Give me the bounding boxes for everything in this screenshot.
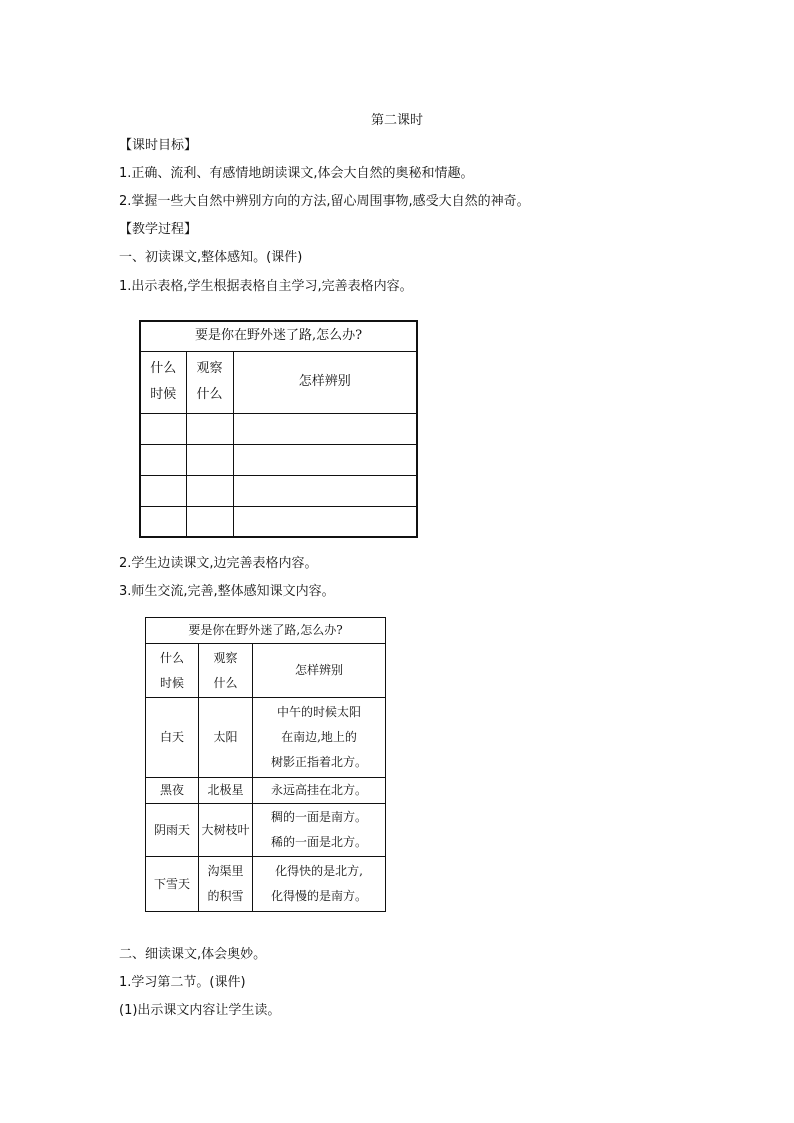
objective-2: 2.掌握一些大自然中辨别方向的方法,留心周围事物,感受大自然的神奇。 <box>119 194 530 209</box>
blank-table <box>139 320 418 538</box>
table-row <box>140 413 417 444</box>
table2-header-when: 什么 时候 <box>146 644 199 698</box>
table-row: 黑夜 北极星 永远高挂在北方。 <box>146 778 386 804</box>
step-1: 1.出示表格,学生根据表格自主学习,完善表格内容。 <box>119 279 413 294</box>
page-title: 第二课时 <box>370 113 423 128</box>
table2-header-what: 观察 什么 <box>199 644 253 698</box>
table-row: 下雪天 沟渠里 的积雪 化得快的是北方, 化得慢的是南方。 <box>146 857 386 912</box>
table-row: 阴雨天 大树枝叶 稠的一面是南方。 稀的一面是北方。 <box>146 804 386 857</box>
table1-caption: 要是你在野外迷了路,怎么办? <box>140 321 417 351</box>
objectives-heading: 【课时目标】 <box>119 138 198 153</box>
table2-header-how: 怎样辨别 <box>253 644 386 698</box>
table-row: 白天 太阳 中午的时候太阳 在南边,地上的 树影正指着北方。 <box>146 698 386 778</box>
table1-header-when: 什么 时候 <box>140 351 186 413</box>
table-row <box>140 475 417 506</box>
objective-1: 1.正确、流利、有感情地朗读课文,体会大自然的奥秘和情趣。 <box>119 166 474 181</box>
step-4: 1.学习第二节。(课件) <box>119 975 246 990</box>
table-row <box>140 444 417 475</box>
table1-header-what: 观察 什么 <box>186 351 233 413</box>
table1-header-how: 怎样辨别 <box>233 351 417 413</box>
process-heading: 【教学过程】 <box>119 222 198 237</box>
section-1-heading: 一、初读课文,整体感知。(课件) <box>119 250 303 265</box>
step-5: (1)出示课文内容让学生读。 <box>119 1003 281 1018</box>
step-2: 2.学生边读课文,边完善表格内容。 <box>119 556 318 571</box>
table-row <box>140 506 417 537</box>
step-3: 3.师生交流,完善,整体感知课文内容。 <box>119 584 335 599</box>
section-2-heading: 二、细读课文,体会奥妙。 <box>119 947 267 962</box>
table2-caption: 要是你在野外迷了路,怎么办? <box>146 618 386 644</box>
filled-table <box>145 617 386 912</box>
